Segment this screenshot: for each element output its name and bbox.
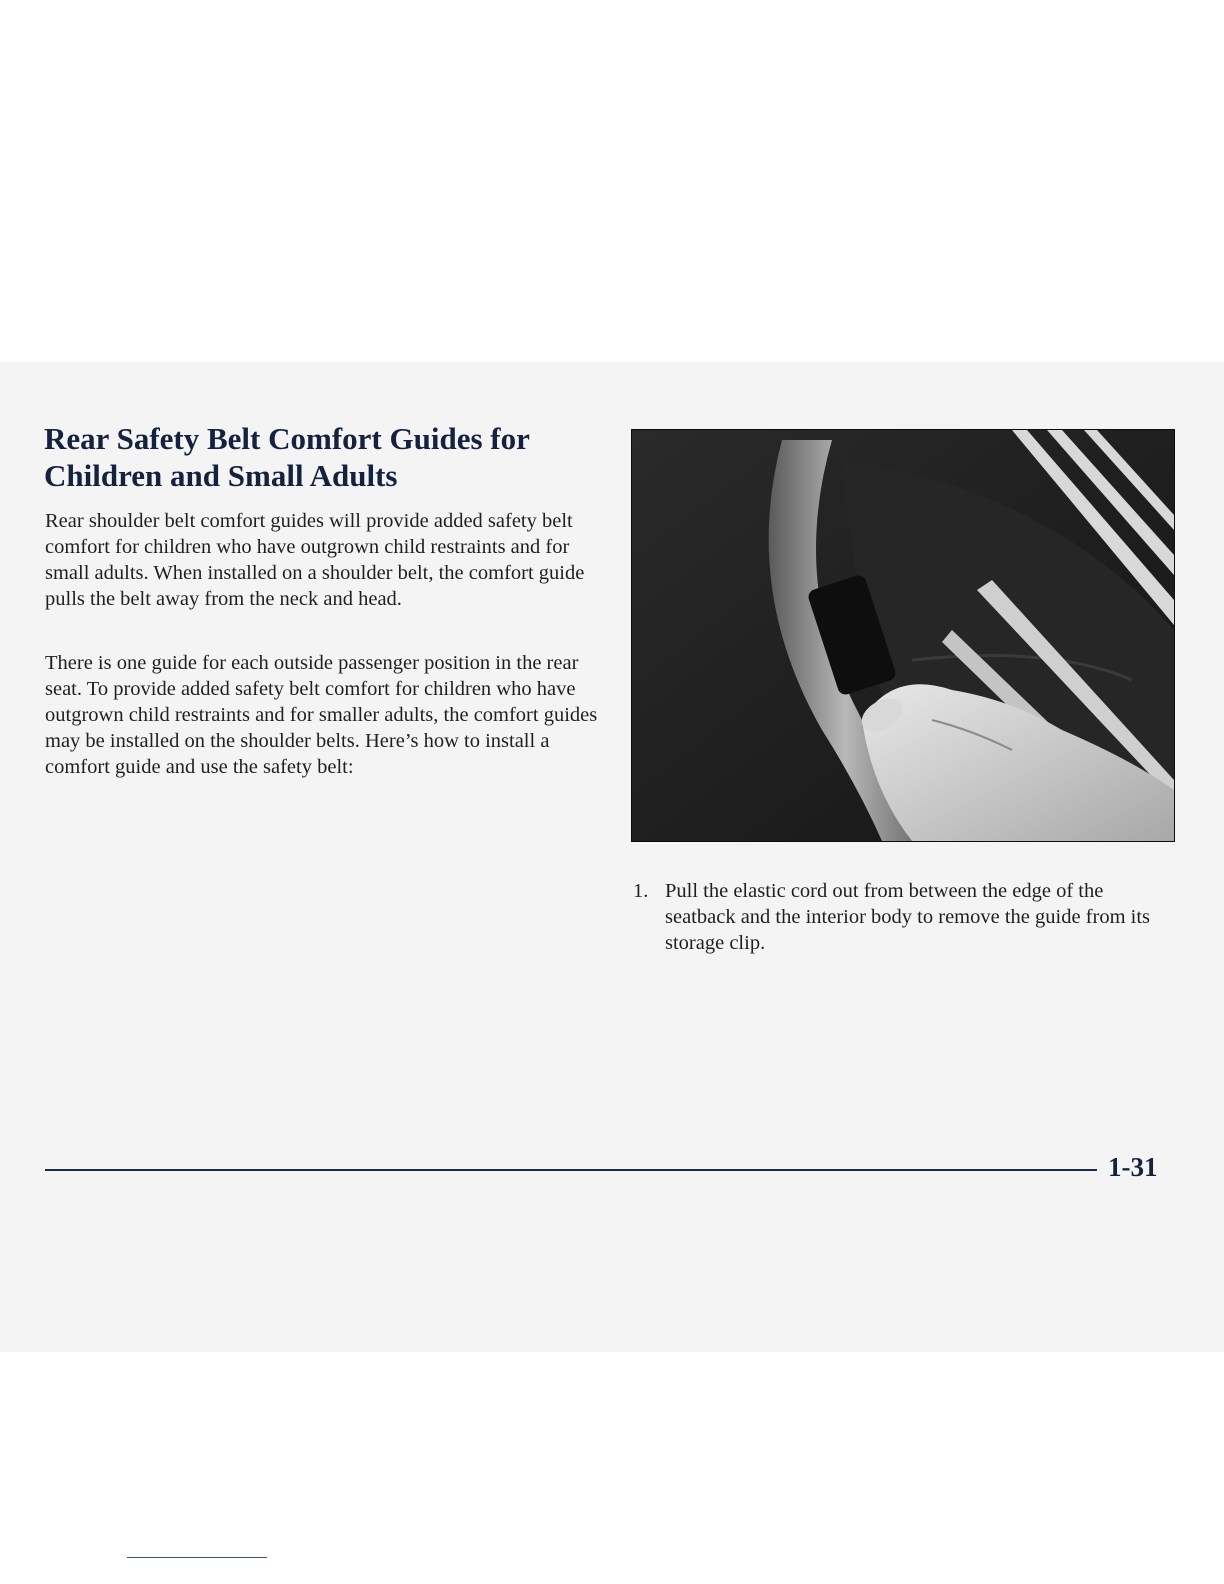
bottom-link-underline [127,1557,267,1558]
step-number: 1. [633,880,649,902]
intro-paragraph: Rear shoulder belt comfort guides will provide added safety belt comfort for children who have outgrown child restraints and for small adults. When installed on a shoulder belt, the comfort guide pulls the belt away from the neck and head. [45,510,585,610]
step-text: Pull the elastic cord out from between the edge of the seatback and the interior body to remove the guide from its storage clip. [665,880,1151,954]
page-number: 1-31 [1108,1152,1158,1182]
guide-paragraph: There is one guide for each outside passenger position in the rear seat. To provide added safety belt comfort for children who have outgrown child restraints and for smaller adults, the comfort guides may be installed on the shoulder belts. Here’s how to install a comfort guide and use the safety belt: [45,652,598,778]
comfort-guide-photo [631,429,1175,842]
comfort-guide-illustration [632,430,1174,841]
footer-rule [45,1169,1097,1171]
step-1 [633,878,1163,956]
section-heading: Rear Safety Belt Comfort Guides for Children and Small Adults [44,421,530,493]
